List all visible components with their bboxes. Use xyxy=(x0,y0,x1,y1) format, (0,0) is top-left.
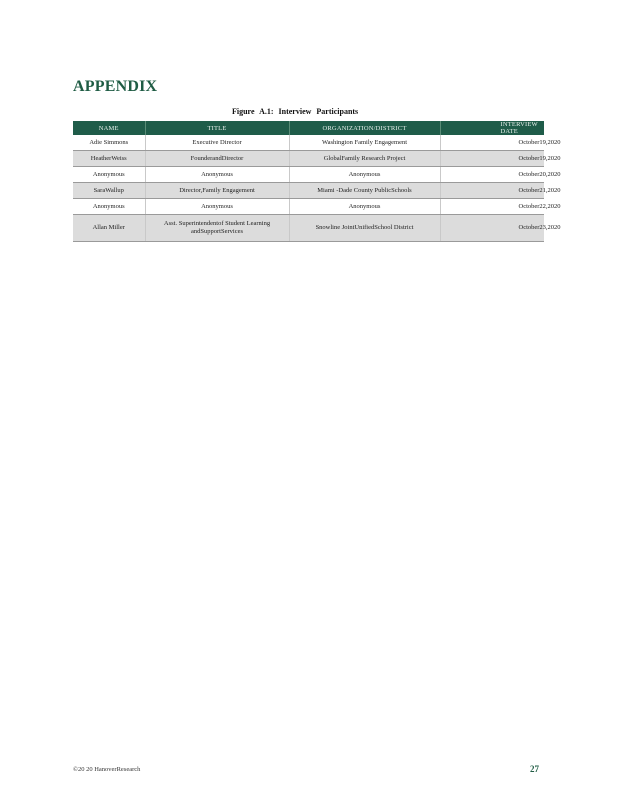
header-name: NAME xyxy=(73,121,145,135)
cell-date: October19,2020 xyxy=(440,151,544,167)
cell-organization: Washington Family Engagement xyxy=(289,135,440,151)
table-row xyxy=(73,167,544,183)
table-row xyxy=(73,135,544,151)
header-organization: ORGANIZATION/DISTRICT xyxy=(289,121,440,135)
cell-title: Asst. Superintendentof Student Learning andSupportServices xyxy=(145,215,289,242)
table-row xyxy=(73,151,544,167)
cell-title: Director,Family Engagement xyxy=(145,183,289,199)
table-row xyxy=(73,215,544,242)
cell-name: SaraWallup xyxy=(73,183,145,199)
figure-caption: Figure A.1: Interview Participants xyxy=(232,107,359,116)
cell-title: Anonymous xyxy=(145,167,289,183)
cell-organization: Miami -Dade County PublicSchools xyxy=(289,183,440,199)
footer-copyright: ©20 20 HanoverResearch xyxy=(73,766,141,773)
cell-organization: Snowline JointUnifiedSchool District xyxy=(289,215,440,242)
cell-title: Executive Director xyxy=(145,135,289,151)
cell-name: HeatherWeiss xyxy=(73,151,145,167)
header-interview-date: INTERVIEW DATE xyxy=(440,121,544,135)
cell-date: October23,2020 xyxy=(440,215,544,242)
cell-name: Anonymous xyxy=(73,167,145,183)
cell-title: FounderandDirector xyxy=(145,151,289,167)
table-header-row xyxy=(73,121,544,135)
cell-organization: GlobalFamily Research Project xyxy=(289,151,440,167)
cell-organization: Anonymous xyxy=(289,167,440,183)
cell-name: Anonymous xyxy=(73,199,145,215)
table-row xyxy=(73,199,544,215)
page-number: 27 xyxy=(530,764,539,774)
cell-date: October20,2020 xyxy=(440,167,544,183)
header-title: TITLE xyxy=(145,121,289,135)
cell-date: October19,2020 xyxy=(440,135,544,151)
interview-participants-table xyxy=(73,121,561,242)
appendix-heading: APPENDIX xyxy=(73,78,158,95)
cell-name: Allan Miller xyxy=(73,215,145,242)
cell-name: Adie Simmons xyxy=(73,135,145,151)
cell-title: Anonymous xyxy=(145,199,289,215)
cell-date: October21,2020 xyxy=(440,183,544,199)
cell-organization: Anonymous xyxy=(289,199,440,215)
cell-date: October22,2020 xyxy=(440,199,544,215)
table-row xyxy=(73,183,544,199)
